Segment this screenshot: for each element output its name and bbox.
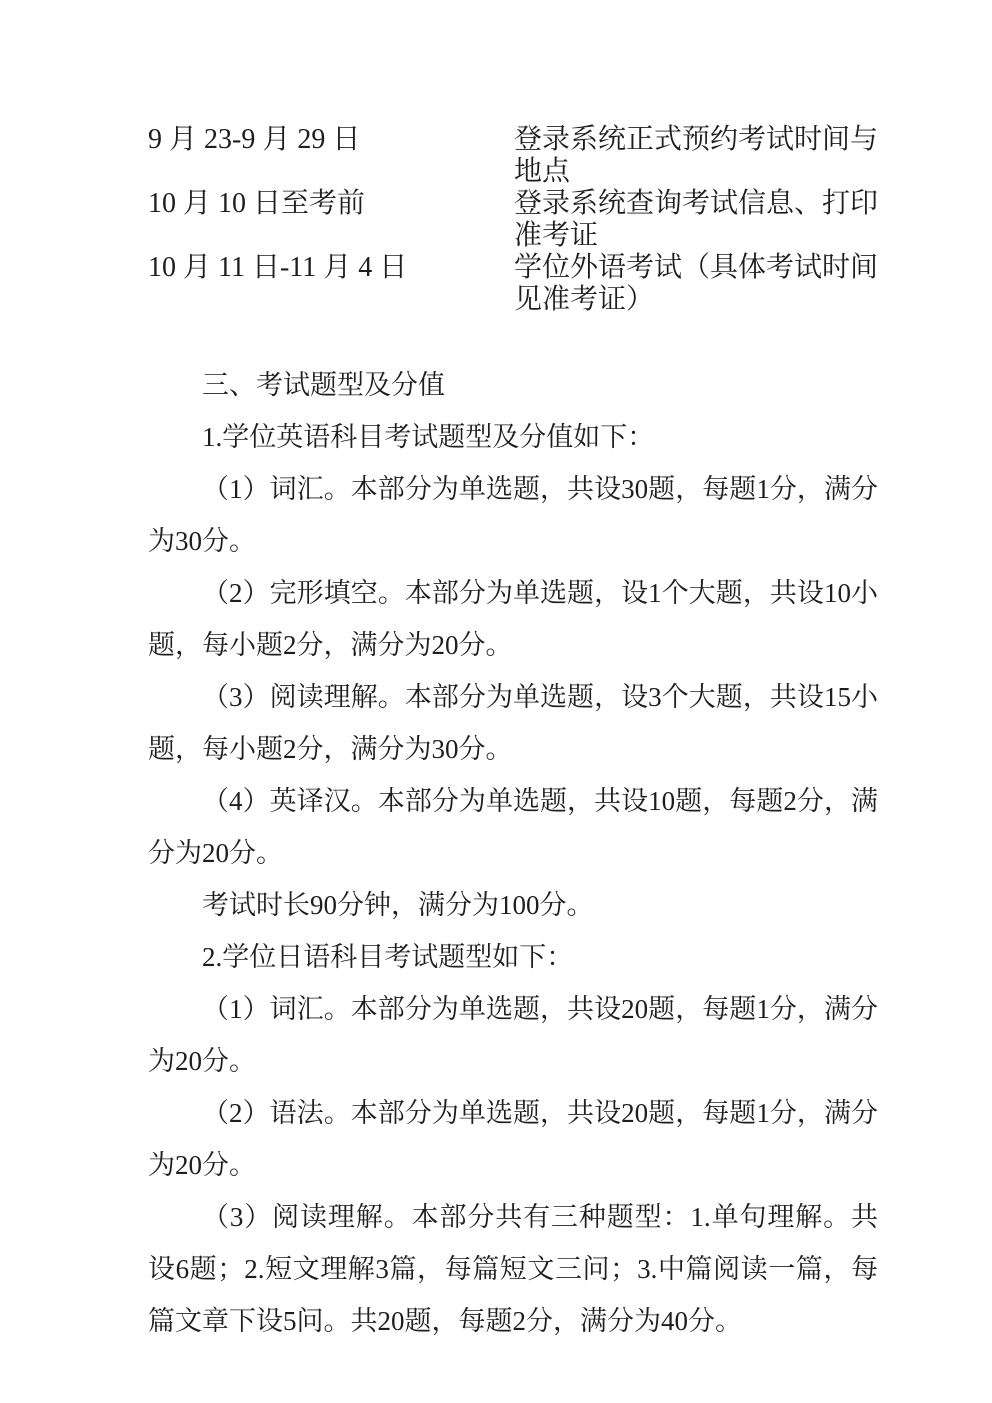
paragraph: 考试时长90分钟，满分为100分。: [202, 890, 594, 920]
paragraph: 1.学位英语科目考试题型及分值如下：: [202, 422, 655, 452]
paragraph: （3）阅读理解。本部分为单选题，设3个大题，共设15小题，每小题2分，满分为30分。: [148, 682, 878, 764]
schedule-date-cell: 10 月 11 日-11 月 4 日: [148, 252, 408, 283]
paragraph: 2.学位日语科目考试题型如下：: [202, 942, 574, 972]
paragraph: （2）完形填空。本部分为单选题，设1个大题，共设10小题，每小题2分，满分为20分。: [148, 578, 878, 660]
paragraph: （1）词汇。本部分为单选题，共设30题，每题1分，满分为30分。: [148, 474, 878, 556]
paragraph: （1）词汇。本部分为单选题，共设20题，每题1分，满分为20分。: [148, 994, 878, 1076]
schedule-activity-cell: 登录系统查询考试信息、打印准考证: [514, 188, 879, 251]
section-heading: 三、考试题型及分值: [202, 370, 445, 400]
schedule-row: [148, 188, 878, 252]
document-body: [148, 359, 878, 1347]
paragraph: （4）英译汉。本部分为单选题，共设10题，每题2分，满分为20分。: [148, 786, 878, 868]
schedule-activity-cell: 学位外语考试（具体考试时间见准考证）: [514, 252, 879, 315]
schedule-date-cell: 10 月 10 日至考前: [148, 188, 366, 219]
schedule-table: [148, 124, 878, 316]
schedule-row: [148, 124, 878, 188]
paragraph-list: [148, 411, 878, 1347]
paragraph: （3）阅读理解。本部分共有三种题型：1.单句理解。共设6题；2.短文理解3篇，每篇短文三问；3.中篇阅读一篇，每篇文章下设5问。共20题，每题2分，满分为40分。: [148, 1202, 878, 1336]
schedule-activity-cell: 登录系统正式预约考试时间与地点: [514, 124, 879, 187]
paragraph: （2）语法。本部分为单选题，共设20题，每题1分，满分为20分。: [148, 1098, 878, 1180]
schedule-row: [148, 252, 878, 316]
schedule-date-cell: 9 月 23-9 月 29 日: [148, 124, 361, 155]
